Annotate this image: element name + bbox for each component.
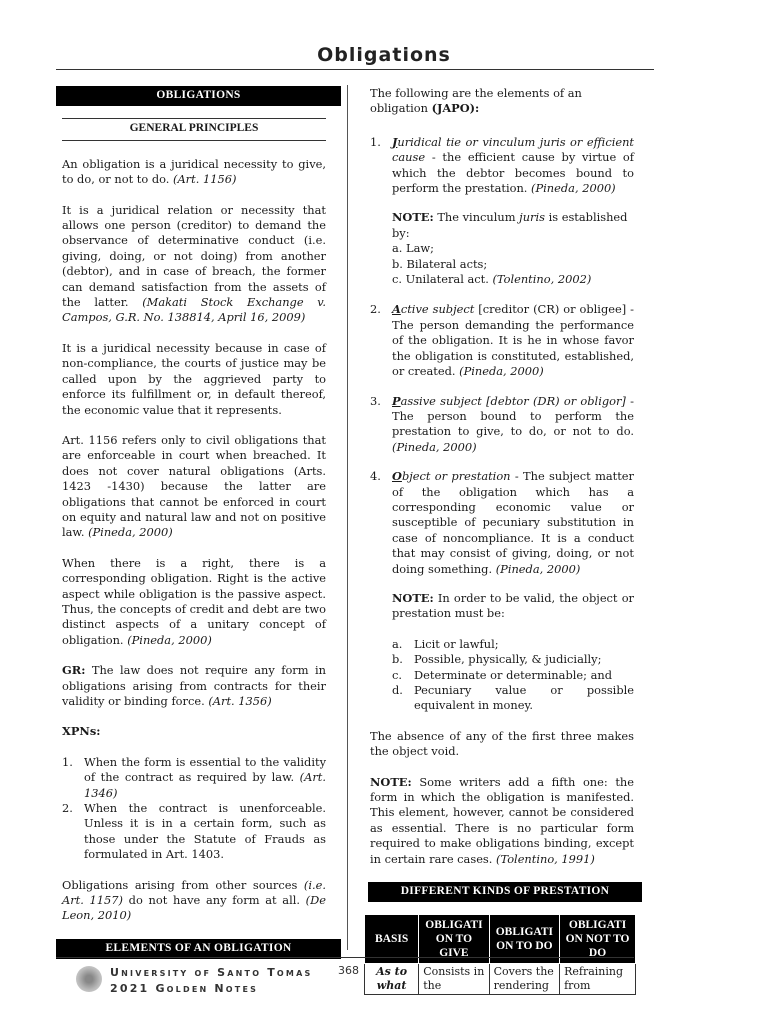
table-header: OBLIGATI ON TO GIVE xyxy=(419,915,489,964)
page-title: Obligations xyxy=(317,44,451,66)
exceptions-list xyxy=(62,755,326,863)
valid-object-list xyxy=(370,637,634,714)
list-item: 2. When the contract is unenforceable. Unless it is in a certain form, such as those under the Statute of Frauds as formulated in Art. 1403. xyxy=(62,801,326,862)
column-divider xyxy=(347,85,348,950)
table-row xyxy=(365,964,636,995)
xpns-label: XPNs: xyxy=(62,724,101,739)
element-object-prestation: 4. Object or prestation - The subject matter of the obligation which has a corresponding economic value or susceptible of pecuniary substitution in case of noncompliance. It is a conduct that may consist of giving, doing, or not doing something. (Pineda, 2000) xyxy=(370,469,634,576)
paragraph-definition: An obligation is a juridical necessity to give, to do, or not to do. (Art. 1156) xyxy=(62,156,326,187)
elements-intro: The following are the elements of an obligation (JAPO): xyxy=(370,86,582,116)
note-valid-object: NOTE: In order to be valid, the object or prestation must be: xyxy=(392,590,634,621)
paragraph-juridical-relation: It is a juridical relation or necessity that allows one person (creditor) to demand the observance of determinative conduct (i.e. giving, doing, or not doing) from another (debtor), and in case of breach, the former can demand satisfaction from the assets of the latter. (Makati Stock Exchange v. Campos, G.R. No. 138814, April 16, 2009) xyxy=(62,202,326,325)
paragraph-right-obligation: When there is a right, there is a corresponding obligation. Right is the active aspect while obligation is the passive aspect. Thus, the concepts of credit and debt are two distinct aspects of a unitary concept of obligation. (Pineda, 2000) xyxy=(62,555,326,647)
university-seal-icon xyxy=(76,966,102,992)
obligations-banner: OBLIGATIONS xyxy=(56,86,341,106)
elements-banner: ELEMENTS OF AN OBLIGATION xyxy=(56,939,341,959)
prestation-table xyxy=(364,914,636,995)
footer-rule xyxy=(56,957,634,958)
element-juridical-tie: 1. Juridical tie or vinculum juris or efficient cause - the efficient cause by virtue of which the debtor becomes bound to perform the prestation. (Pineda, 2000) xyxy=(370,134,634,196)
footer-edition: 2021 Golden Notes xyxy=(110,982,259,995)
title-rule xyxy=(56,69,654,70)
table-cell: Consists in the xyxy=(419,964,489,995)
paragraph-general-rule: GR: The law does not require any form in obligations arising from contracts for their validity or binding force. (Art. 1356) xyxy=(62,663,326,708)
element-active-subject: 2. Active subject [creditor (CR) or obligee] - The person demanding the performance of the obligation. It is he in whose favor the obligation is constituted, established, or created. (Pineda, 2000) xyxy=(370,302,634,379)
list-item: a. Licit or lawful; xyxy=(392,636,499,651)
table-cell: Covers the rendering xyxy=(489,964,559,995)
general-principles-heading: GENERAL PRINCIPLES xyxy=(62,118,326,140)
table-header: OBLIGATI ON NOT TO DO xyxy=(560,915,636,964)
note-fifth-element: NOTE: Some writers add a fifth one: the form in which the obligation is manifested. This element, however, cannot be considered as essential. There is no particular form required to make obligations binding, except in certain rare cases. (Tolentino, 1991) xyxy=(370,774,634,866)
kinds-of-prestation-banner: DIFFERENT KINDS OF PRESTATION xyxy=(368,882,642,902)
right-column xyxy=(370,86,634,995)
list-item: b. Possible, physically, & judicially; xyxy=(392,652,602,667)
paragraph-civil-obligations: Art. 1156 refers only to civil obligations that are enforceable in court when breached. It does not cover natural obligations (Arts. 1423 -1430) because the latter are obligations that cannot be enforced in court on equity and natural law and not on positive law. (Pineda, 2000) xyxy=(62,432,326,540)
table-header: BASIS xyxy=(365,915,419,964)
paragraph-absence: The absence of any of the first three makes the object void. xyxy=(370,728,634,759)
note-vinculum: NOTE: The vinculum juris is established by: a. Law; b. Bilateral acts; c. Unilateral act. (Tolentino, 2002) xyxy=(392,210,628,287)
left-column xyxy=(62,86,326,959)
element-passive-subject: 3. Passive subject [debtor (DR) or obligor] - The person bound to perform the prestation to give, to do, or not to do. (Pineda, 2000) xyxy=(370,393,634,454)
paragraph-juridical-necessity: It is a juridical necessity because in case of non-compliance, the courts of justice may be called upon by the aggrieved party to enforce its fulfillment or, in default thereof, the economic value that it represents. xyxy=(62,340,326,417)
table-cell: Refraining from xyxy=(560,964,636,995)
table-header: OBLIGATI ON TO DO xyxy=(489,915,559,964)
list-item: c. Determinate or determinable; and xyxy=(392,667,612,682)
page-number: 368 xyxy=(338,964,359,977)
table-cell: As to what xyxy=(365,964,419,995)
list-item: d. Pecuniary value or possible equivalent in money. xyxy=(392,683,634,713)
paragraph-other-sources: Obligations arising from other sources (i.e. Art. 1157) do not have any form at all. (De Leon, 2010) xyxy=(62,877,326,923)
list-item: 1. When the form is essential to the validity of the contract as required by law. (Art. 1346) xyxy=(62,754,326,800)
footer-school-name: University of Santo Tomas xyxy=(110,966,313,979)
